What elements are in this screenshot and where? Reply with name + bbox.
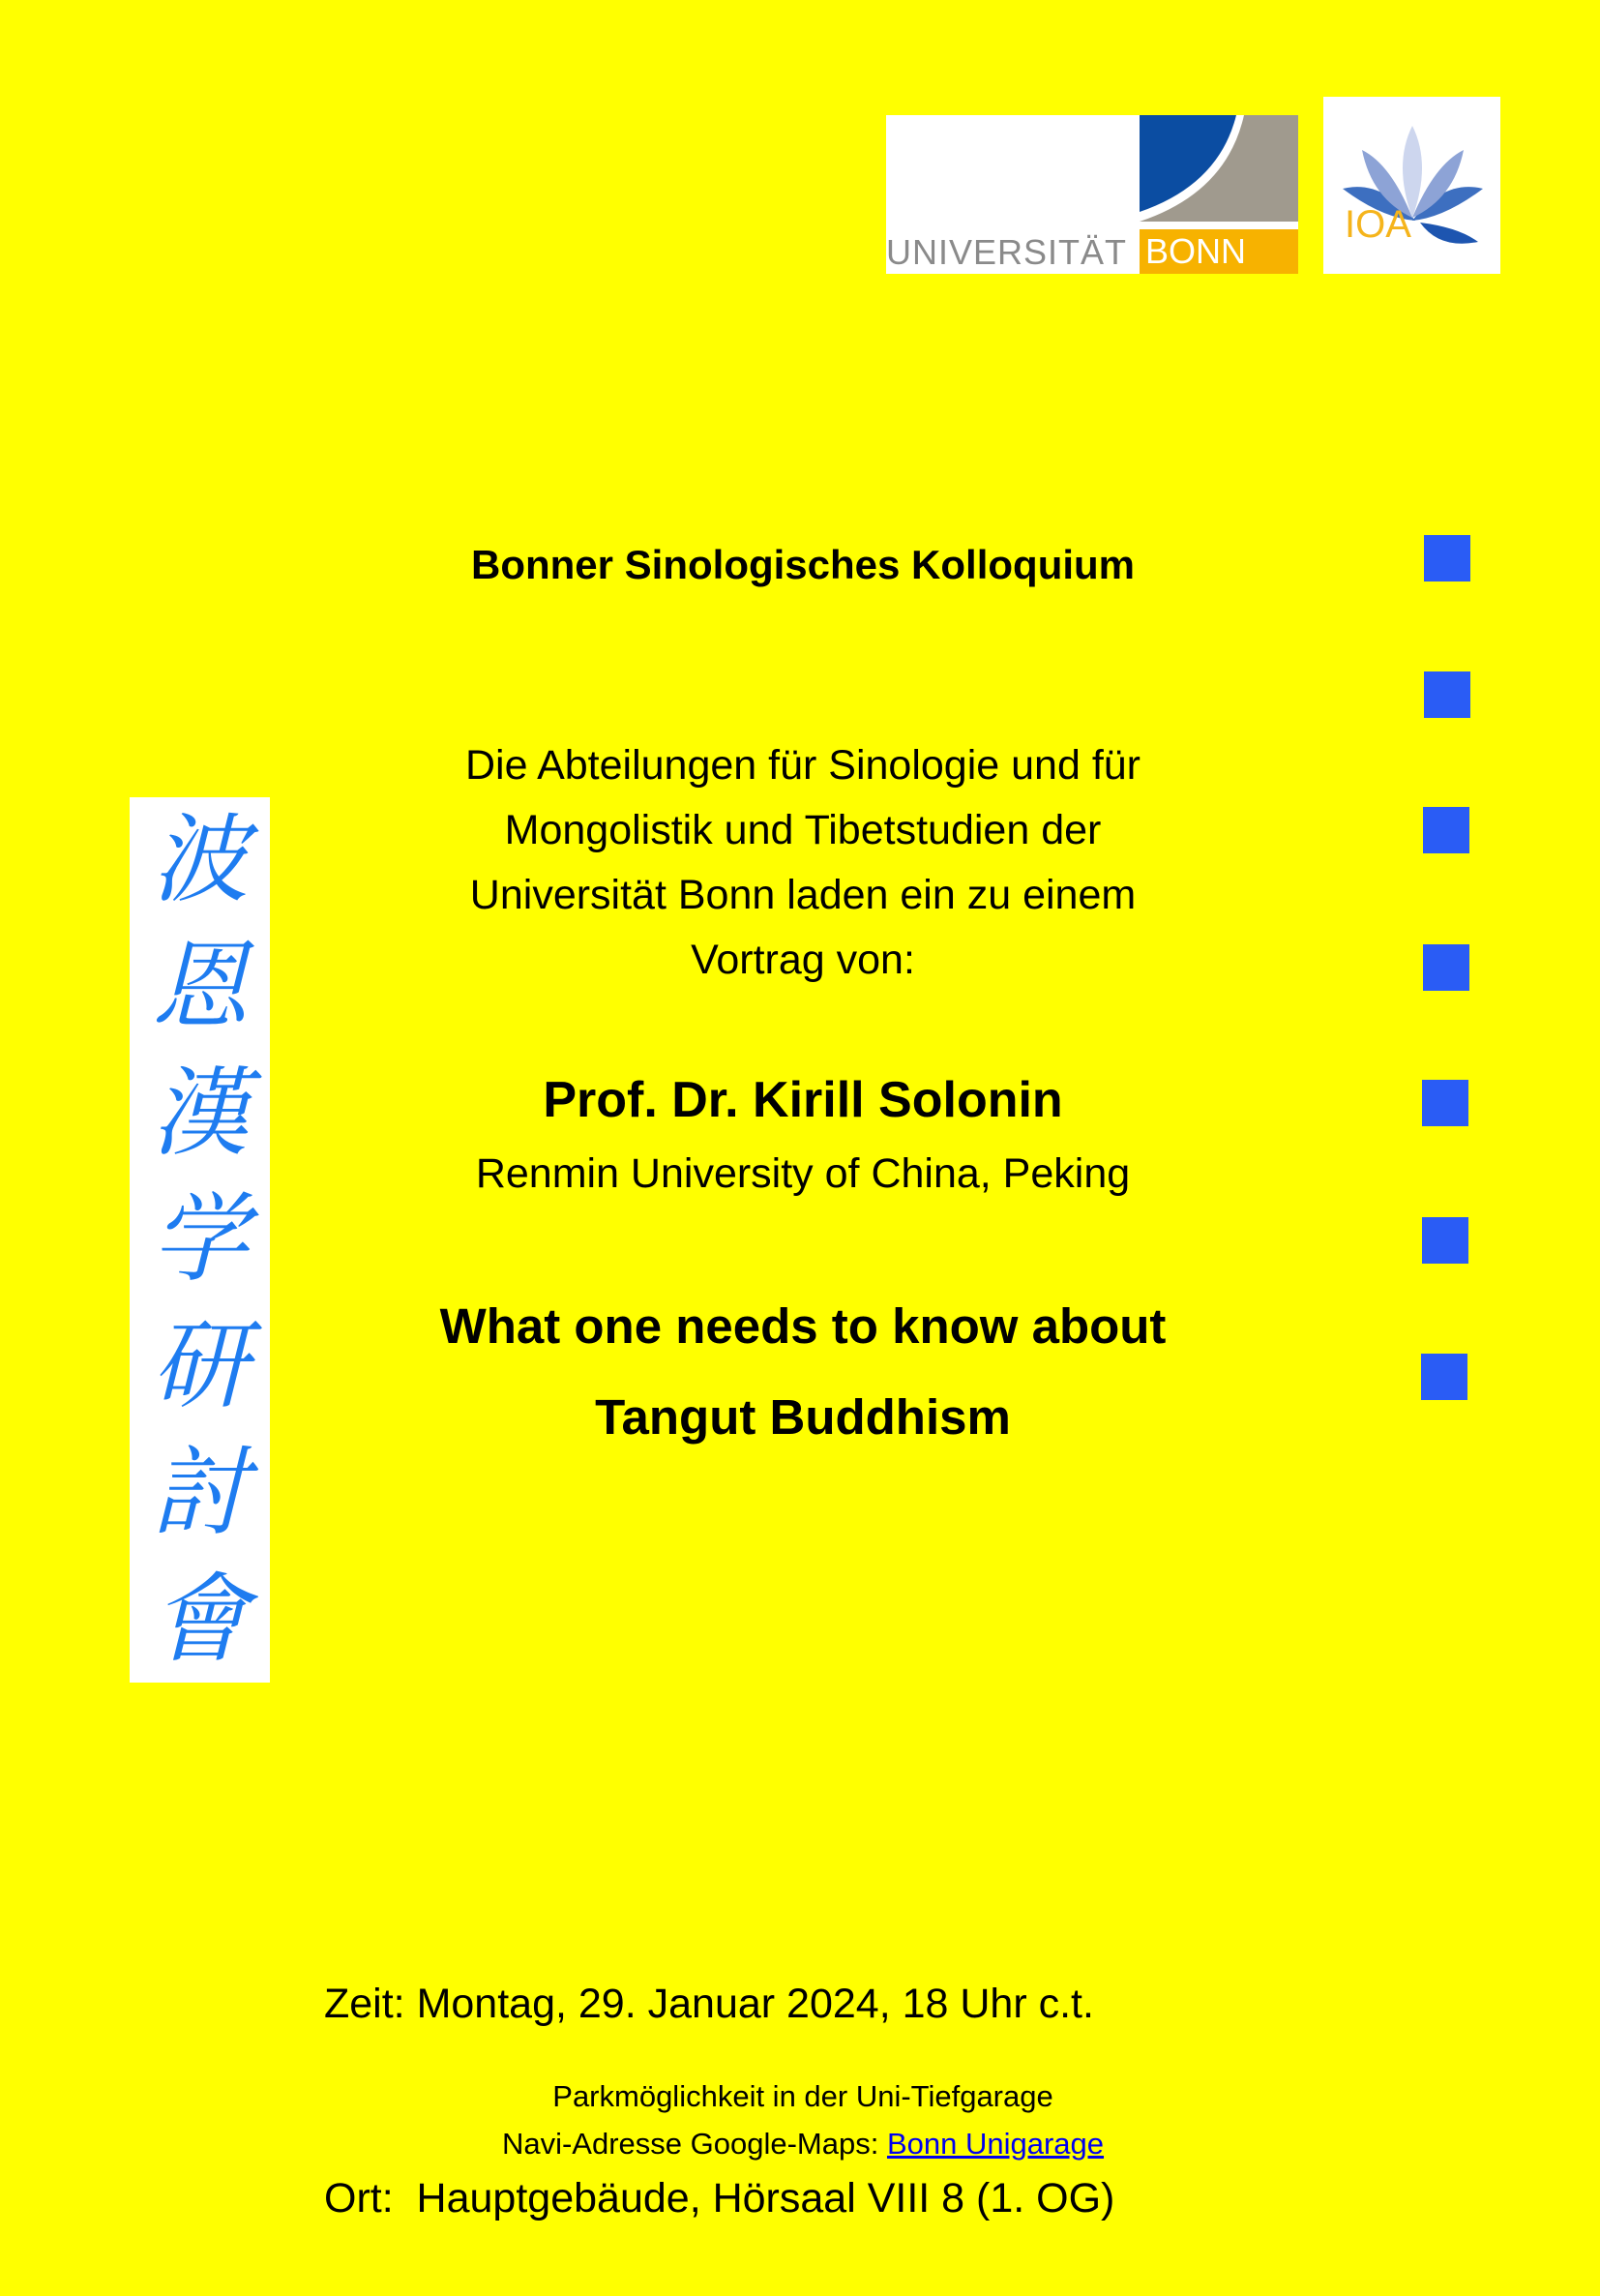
series-title: Bonner Sinologisches Kolloquium [470,542,1136,587]
event-time: Zeit: Montag, 29. Januar 2024, 18 Uhr c.t. [324,1981,1094,2027]
decorative-square [1421,1354,1467,1400]
decorative-square [1424,535,1470,581]
invitation-line: Mongolistik und Tibetstudien der [504,807,1102,853]
ioa-logo [1323,97,1500,274]
event-place: Ort: Hauptgebäude, Hörsaal VIII 8 (1. OG) [324,2175,1115,2221]
speaker-affiliation: Renmin University of China, Peking [475,1150,1131,1197]
event-details [324,1842,1114,2296]
parking-line: Parkmöglichkeit in der Uni-Tiefgarage [552,2079,1053,2113]
decorative-square [1423,807,1469,853]
talk-title-line: What one needs to know about [439,1298,1167,1354]
banner-char: 研 [151,1309,249,1423]
logo-word: UNIVERSITÄT [886,232,1128,272]
banner-char: 討 [151,1435,249,1549]
banner-char: 漢 [151,1056,249,1170]
parking-info [290,2072,1316,2167]
talk-title [290,1281,1316,1463]
bonn-unigarage-link[interactable]: Bonn Unigarage [886,2127,1105,2161]
decorative-square [1422,1217,1468,1264]
maps-label: Navi-Adresse Google-Maps: [501,2127,887,2161]
invitation-line: Vortrag von: [691,937,915,983]
banner-char: 恩 [151,930,249,1044]
invitation-text [290,733,1316,993]
parking-line-2 [290,2120,1316,2167]
logo-bonn: BONN [1140,229,1298,274]
logo-graphic [1140,115,1298,222]
banner-char: 学 [151,1182,249,1297]
banner-char: 波 [151,803,249,917]
talk-title-line: Tangut Buddhism [595,1389,1011,1445]
calligraphy-banner [130,797,270,1683]
invitation-line: Universität Bonn laden ein zu einem [469,872,1137,918]
speaker-name: Prof. Dr. Kirill Solonin [543,1072,1063,1128]
ioa-label: IOA [1345,203,1411,246]
decorative-square [1424,671,1470,718]
invitation-line: Die Abteilungen für Sinologie und für [464,742,1141,789]
lotus-icon [1323,97,1500,274]
banner-char: 會 [151,1562,249,1676]
universitaet-bonn-logo [886,115,1298,274]
decorative-square [1423,944,1469,991]
decorative-square [1422,1080,1468,1126]
